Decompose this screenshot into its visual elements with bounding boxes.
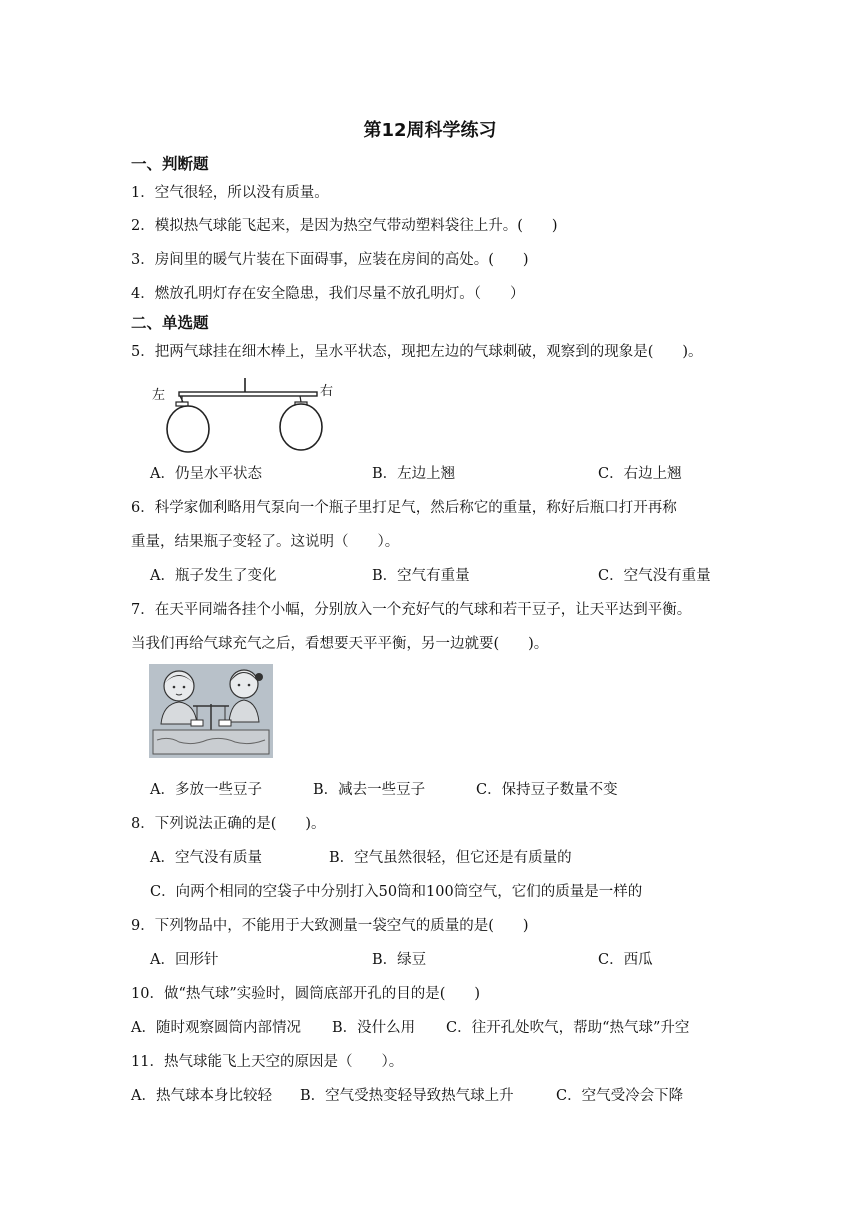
question-6-line-1: 6．科学家伽利略用气泵向一个瓶子里打足气，然后称它的重量，称好后瓶口打开再称 [131, 500, 677, 516]
question-5: 5．把两气球挂在细木棒上，呈水平状态，现把左边的气球刺破，观察到的现象是( )。 [131, 344, 703, 360]
children-balance-figure [149, 664, 273, 758]
question-2: 2．模拟热气球能飞起来，是因为热空气带动塑料袋往上升。( ) [131, 218, 558, 234]
q8-option-c: C．向两个相同的空袋子中分别打入50筒和100筒空气，它们的质量是一样的 [150, 884, 643, 900]
q11-option-a: A．热气球本身比较轻 [131, 1088, 272, 1104]
q9-option-b: B．绿豆 [372, 952, 427, 968]
q10-option-a: A．随时观察圆筒内部情况 [131, 1020, 301, 1036]
q7-option-a: A．多放一些豆子 [150, 782, 262, 798]
q10-option-c: C．往开孔处吹气，帮助“热气球”升空 [446, 1020, 690, 1036]
q5-option-b: B．左边上翘 [372, 466, 456, 482]
q7-option-c: C．保持豆子数量不变 [476, 782, 618, 798]
section-heading-judge: 一、判断题 [131, 155, 209, 173]
q9-option-c: C．西瓜 [598, 952, 653, 968]
question-1: 1．空气很轻，所以没有质量。 [131, 185, 329, 201]
page-title: 第12周科学练习 [363, 120, 497, 141]
question-10: 10．做“热气球”实验时，圆筒底部开孔的目的是( ) [131, 986, 481, 1002]
question-6-line-2: 重量，结果瓶子变轻了。这说明（ ）。 [131, 534, 400, 550]
q7-option-b: B．减去一些豆子 [313, 782, 426, 798]
q8-option-b: B．空气虽然很轻，但它还是有质量的 [329, 850, 572, 866]
q10-option-b: B．没什么用 [332, 1020, 416, 1036]
q5-option-a: A．仍呈水平状态 [150, 466, 262, 482]
q6-option-b: B．空气有重量 [372, 568, 470, 584]
q11-option-c: C．空气受冷会下降 [556, 1088, 684, 1104]
question-7-line-2: 当我们再给气球充气之后，看想要天平平衡，另一边就要( )。 [131, 636, 549, 652]
section-heading-single-choice: 二、单选题 [131, 314, 209, 332]
figure-label-left: 左 [152, 388, 166, 403]
question-8: 8．下列说法正确的是( )。 [131, 816, 326, 832]
question-3: 3．房间里的暖气片装在下面碍事，应装在房间的高处。( ) [131, 252, 529, 268]
question-4: 4．燃放孔明灯存在安全隐患，我们尽量不放孔明灯。（ ） [131, 286, 525, 302]
question-11: 11．热气球能飞上天空的原因是（ ）。 [131, 1054, 404, 1070]
q6-option-a: A．瓶子发生了变化 [150, 568, 277, 584]
q6-option-c: C．空气没有重量 [598, 568, 711, 584]
q8-option-a: A．空气没有质量 [150, 850, 262, 866]
q11-option-b: B．空气受热变轻导致热气球上升 [300, 1088, 514, 1104]
figure-label-right: 右 [320, 384, 334, 399]
q9-option-a: A．回形针 [150, 952, 219, 968]
balloon-balance-figure [150, 372, 340, 458]
question-9: 9．下列物品中，不能用于大致测量一袋空气的质量的是( ) [131, 918, 529, 934]
question-7-line-1: 7．在天平同端各挂个小幅，分别放入一个充好气的气球和若干豆子，让天平达到平衡。 [131, 602, 692, 618]
q5-option-c: C．右边上翘 [598, 466, 682, 482]
